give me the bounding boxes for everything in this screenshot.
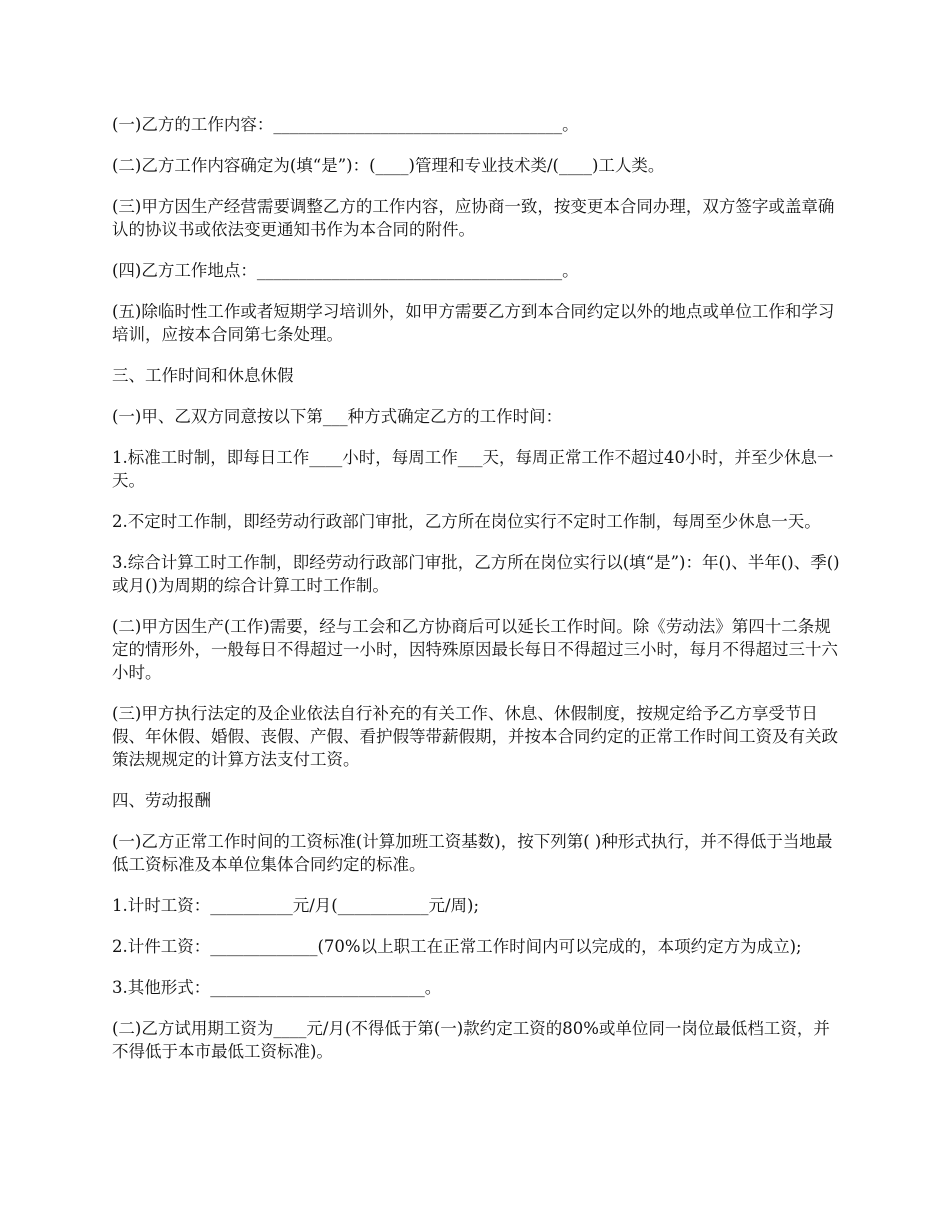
clause-adjust-work: (三)甲方因生产经营需要调整乙方的工作内容，应协商一致，按变更本合同办理，双方签字或盖章确认的协议书或依法变更通知书作为本合同的附件。 [112, 197, 835, 239]
clause-other-wage: 3.其他形式：__________________________。 [112, 978, 442, 997]
clause-probation-wage: (二)乙方试用期工资为____元/月(不得低于第(一)款约定工资的80%或单位同一岗位最低档工资，并不得低于本市最低工资标准)。 [112, 1019, 830, 1061]
clause-work-type: (二)乙方工作内容确定为(填“是”)：(____)管理和专业技术类/(____)工人类。 [112, 156, 665, 175]
clause-hours-method: (一)甲、乙双方同意按以下第___种方式确定乙方的工作时间： [112, 407, 563, 426]
clause-flexible-hours: 2.不定时工作制，即经劳动行政部门审批，乙方所在岗位实行不定时工作制，每周至少休息一天。 [112, 512, 821, 531]
clause-work-content: (一)乙方的工作内容：___________________________________。 [112, 115, 579, 134]
contract-body [112, 113, 842, 1081]
clause-overtime: (二)甲方因生产(工作)需要，经与工会和乙方协商后可以延长工作时间。除《劳动法》第四十二条规定的情形外，一般每日不得超过一小时，因特殊原因最长每日不得超过三小时，每月不得超过三十六小时。 [112, 617, 838, 682]
section-heading-remuneration: 四、劳动报酬 [112, 791, 211, 810]
section-heading-work-hours: 三、工作时间和休息休假 [112, 366, 294, 385]
clause-wage-standard: (一)乙方正常工作时间的工资标准(计算加班工资基数)，按下列第( )种形式执行，并不得低于当地最低工资标准及本单位集体合同约定的标准。 [112, 832, 833, 874]
clause-standard-hours: 1.标准工时制，即每日工作____小时，每周工作___天，每周正常工作不超过40小时，并至少休息一天。 [112, 448, 834, 490]
clause-piece-wage: 2.计件工资：_____________(70%以上职工在正常工作时间内可以完成的，本项约定方为成立); [112, 937, 802, 956]
clause-time-wage: 1.计时工资：__________元/月(___________元/周); [112, 896, 480, 915]
clause-paid-leave: (三)甲方执行法定的及企业依法自行补充的有关工作、休息、休假制度，按规定给予乙方享受节日假、年休假、婚假、丧假、产假、看护假等带薪假期，并按本合同约定的正常工作时间工资及有关政策法规规定的计算方法支付工资。 [112, 704, 838, 769]
clause-work-location: (四)乙方工作地点：_____________________________________。 [112, 261, 579, 280]
clause-comprehensive-hours: 3.综合计算工时工作制，即经劳动行政部门审批，乙方所在岗位实行以(填“是”)：年()、半年()、季()或月()为周期的综合计算工时工作制。 [112, 553, 840, 595]
clause-offsite-work: (五)除临时性工作或者短期学习培训外，如甲方需要乙方到本合同约定以外的地点或单位工作和学习培训，应按本合同第七条处理。 [112, 302, 835, 344]
